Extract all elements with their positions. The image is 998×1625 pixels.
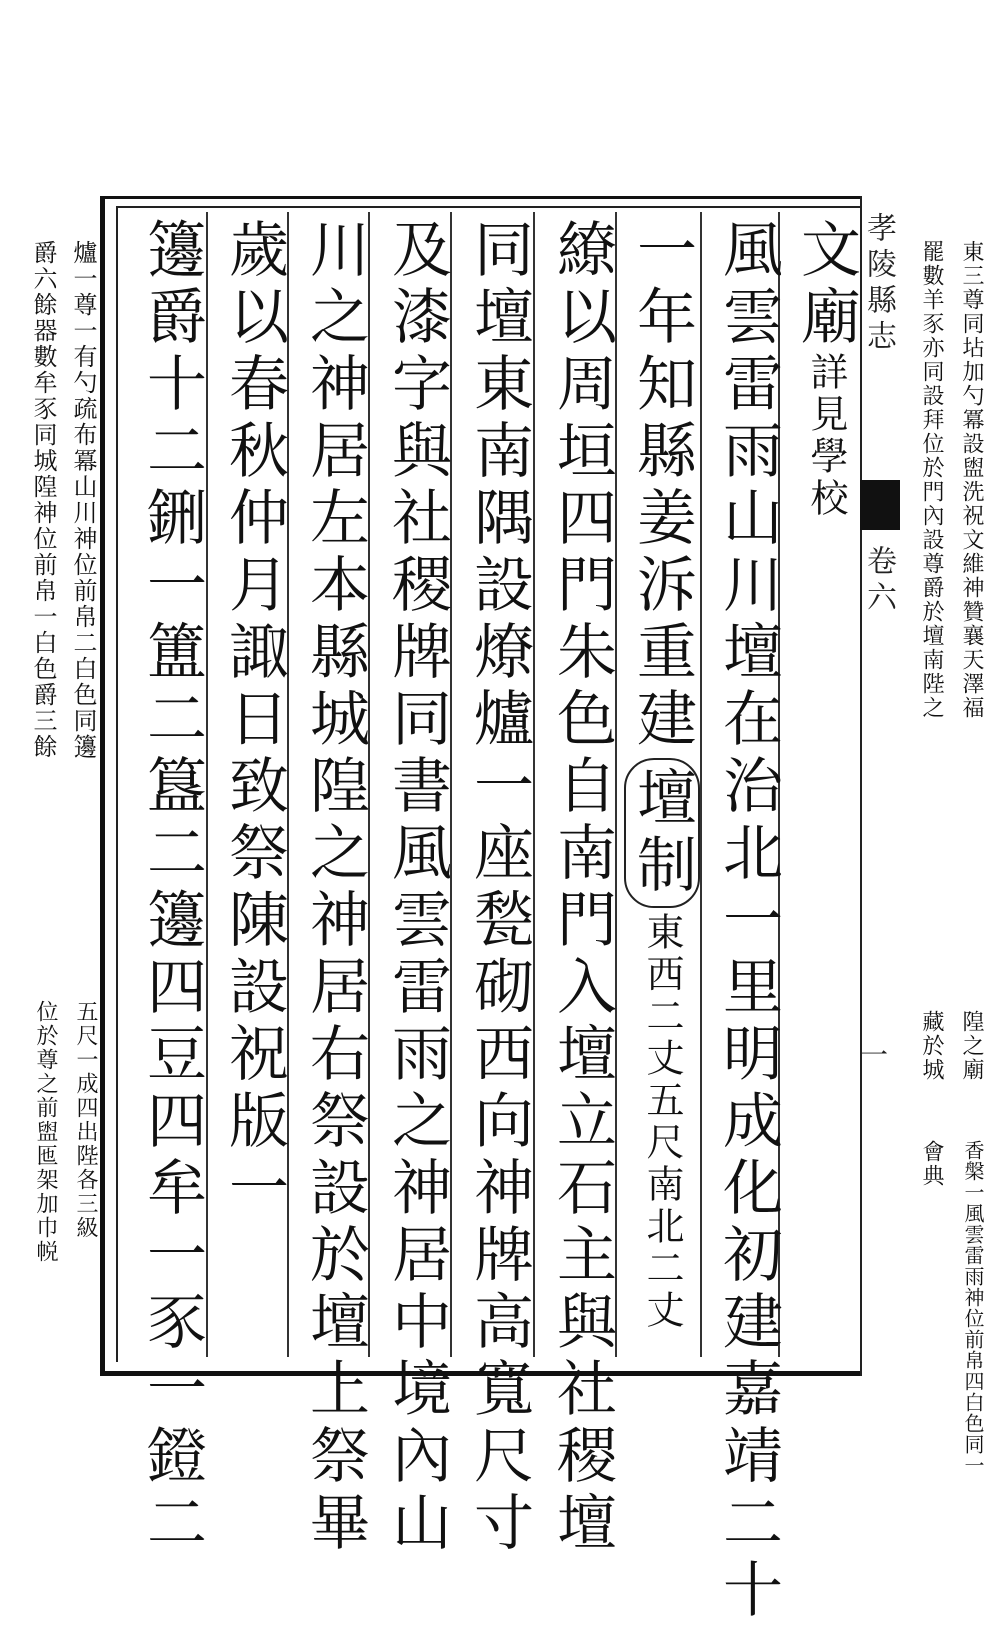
boxed-heading-huidian: 會典 xyxy=(919,1140,944,1188)
heading-wenmiao: 文廟 xyxy=(791,218,861,352)
text-column-14: 位於尊之前盥匜架加巾帨 xyxy=(33,1000,58,1264)
frame-inner-line xyxy=(116,206,861,208)
boxed-heading-zhuwen: 祝文 xyxy=(959,504,984,552)
text-column-1 xyxy=(790,218,862,520)
margin-page-number: 一 xyxy=(856,1040,889,1068)
text-column-11: 爵六餘器數牟豕同城隍神位前帛一白色爵三餘 xyxy=(29,240,57,760)
annotation-note xyxy=(640,912,684,1332)
text-column-3 xyxy=(628,218,700,1332)
text-segment: 藏於城 xyxy=(919,1010,944,1082)
margin-book-title: 孝陵縣志 xyxy=(861,212,896,356)
text-column-9: 籩爵十二鉶一簠二簋二籩四豆四牟一豕一鐙二 xyxy=(137,218,207,1558)
text-column-8: 歲以春秋仲月諏日致祭陳設祝版一 xyxy=(219,218,289,1223)
text-segment: 一年知縣姜泝重建 xyxy=(627,218,697,754)
text-column-6: 及漆字與社稷牌同書風雲雷雨之神居中境內山 xyxy=(382,218,452,1558)
note-line: 五尺一成四出陛各三級 xyxy=(73,1000,98,1240)
text-segment: 香槃一風雲雷雨神位前帛四白色同一 xyxy=(961,1140,985,1476)
boxed-heading-tanzhi: 壇制 xyxy=(624,758,700,908)
text-column-2: 風雲雷雨山川壇在治北一里明成化初建嘉靖二十 xyxy=(713,218,783,1625)
text-column-5: 同壇東南隅設燎爐一座甃砌西向神牌高寬尺寸 xyxy=(464,218,534,1558)
frame-inner-line xyxy=(116,206,118,1362)
annotation-note: 詳見學校 xyxy=(804,352,848,520)
text-column-13 xyxy=(946,240,986,720)
text-column-7: 川之神居左本縣城隍之神居右祭設於壇上祭畢 xyxy=(300,218,370,1558)
fishtail-mark xyxy=(860,480,900,530)
margin-juan-number: 卷六 xyxy=(861,545,896,617)
text-segment: 隍之廟 xyxy=(959,1010,984,1082)
text-column-12: 罷數羊豕亦同設拜位於門內設尊爵於壇南陛之 xyxy=(919,240,944,720)
note-line: 東西二丈五尺南北二丈 xyxy=(640,912,684,1332)
text-column-4: 繚以周垣四門朱色自南門入壇立石主與社稷壇 xyxy=(547,218,617,1558)
column-rule xyxy=(700,212,702,1357)
text-segment: 東三尊同坫加勺冪設盥洗 xyxy=(959,240,984,504)
text-column-10: 爐一尊一有勺疏布冪山川神位前帛二白色同籩 xyxy=(69,240,97,760)
text-segment: 維神贊襄天澤福 xyxy=(959,552,984,720)
